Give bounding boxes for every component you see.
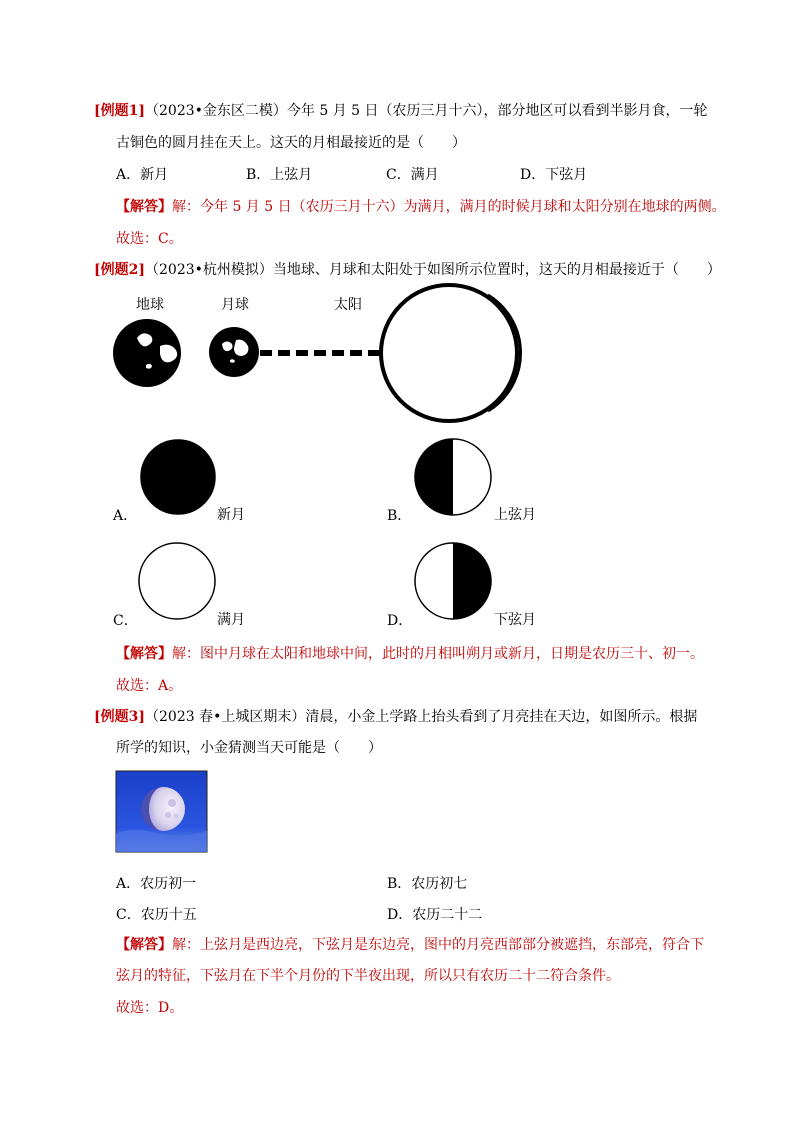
q3-option-b: B．农历初七 — [387, 876, 468, 892]
question-2-tag: [例题2] — [94, 262, 145, 278]
q2-option-a-name: 新月 — [217, 507, 245, 523]
phase-full-moon — [139, 543, 215, 619]
q3-option-a: A．农历初一 — [116, 876, 197, 892]
phase-first-quarter — [415, 439, 491, 515]
q3-choice: 故选：D。 — [116, 1000, 184, 1016]
q2-answer — [116, 643, 704, 663]
q2-option-c-name: 满月 — [217, 612, 245, 628]
phase-last-quarter — [415, 543, 491, 619]
q3-answer-line1 — [116, 934, 704, 954]
q3-answer-tag: 【解答】 — [116, 937, 172, 953]
diagram-label-moon: 月球 — [221, 297, 249, 313]
question-1-line2: 古铜色的圆月挂在天上。这天的月相最接近的是（ ） — [116, 135, 466, 151]
q2-answer-text: 解：图中月球在太阳和地球中间，此时的月相叫朔月或新月，日期是农历三十、初一。 — [172, 646, 704, 662]
question-2-stem: （2023•杭州模拟）当地球、月球和太阳处于如图所示位置时，这天的月相最接近于（ ） — [145, 262, 721, 278]
q2-option-d-letter: D． — [387, 613, 413, 629]
question-3-line2: 所学的知识，小金猜测当天可能是（ ） — [116, 740, 382, 756]
q1-option-d: D．下弦月 — [520, 167, 588, 183]
question-3-line1 — [94, 706, 697, 726]
q2-answer-tag: 【解答】 — [116, 646, 172, 662]
moon-figure — [209, 327, 259, 377]
q3-answer-text-1: 解：上弦月是西边亮，下弦月是东边亮，图中的月亮西部部分被遮挡，东部亮，符合下 — [172, 937, 704, 953]
diagram-label-earth: 地球 — [136, 297, 164, 313]
q1-option-c: C．满月 — [386, 167, 439, 183]
q1-answer-tag: 【解答】 — [116, 199, 172, 215]
sun-figure — [381, 285, 521, 421]
phase-new-moon — [141, 440, 215, 514]
q2-option-d-name: 下弦月 — [494, 612, 536, 628]
q1-answer-text: 解：今年 5 月 5 日（农历三月十六）为满月，满月的时候月球和太阳分别在地球的两侧。 — [172, 199, 726, 215]
q1-choice: 故选：C。 — [116, 231, 183, 247]
q2-option-c-letter: C． — [113, 613, 138, 629]
question-3-stem: （2023 春•上城区期末）清晨，小金上学路上抬头看到了月亮挂在天边，如图所示。根据 — [145, 709, 698, 725]
q1-option-a: A．新月 — [116, 167, 169, 183]
q1-option-b: B．上弦月 — [246, 167, 313, 183]
q2-choice: 故选：A。 — [116, 678, 183, 694]
q2-option-b-letter: B． — [387, 508, 412, 524]
moon-photo — [116, 771, 207, 852]
earth-figure — [113, 319, 181, 387]
question-1-stem: （2023•金东区二模）今年 5 月 5 日（农历三月十六），部分地区可以看到半影月食，一轮 — [145, 103, 708, 119]
q3-option-d: D．农历二十二 — [387, 907, 483, 923]
diagram-label-sun: 太阳 — [334, 297, 362, 313]
q2-option-b-name: 上弦月 — [494, 507, 536, 523]
question-3-tag: [例题3] — [94, 709, 145, 725]
q2-option-a-letter: A． — [113, 508, 138, 524]
q3-answer-line2: 弦月的特征，下弦月在下半个月份的下半夜出现，所以只有农历二十二符合条件。 — [116, 968, 620, 984]
question-1-tag: [例题1] — [94, 103, 145, 119]
q3-option-c: C．农历十五 — [116, 907, 197, 923]
